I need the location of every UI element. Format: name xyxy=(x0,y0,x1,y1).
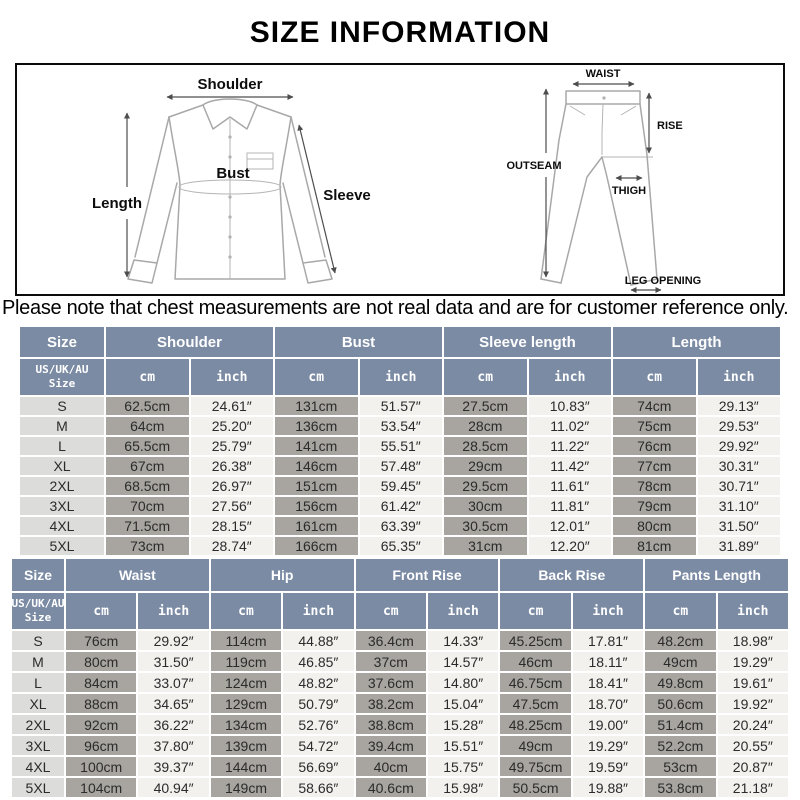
cm-value-cell: 49.75cm xyxy=(500,757,570,776)
inch-value-cell: 20.55″ xyxy=(718,736,788,755)
size-cell: 5XL xyxy=(12,778,64,797)
cm-value-cell: 166cm xyxy=(275,537,358,555)
cm-value-cell: 71.5cm xyxy=(106,517,189,535)
cm-unit-header: cm xyxy=(444,359,527,395)
inch-unit-header: inch xyxy=(698,359,781,395)
cm-value-cell: 29cm xyxy=(444,457,527,475)
shirt-shoulder-label: Shoulder xyxy=(197,76,263,93)
group-header: Pants Length xyxy=(645,559,788,591)
inch-value-cell: 20.87″ xyxy=(718,757,788,776)
cm-value-cell: 139cm xyxy=(211,736,281,755)
inch-value-cell: 19.00″ xyxy=(573,715,643,734)
group-header: Shoulder xyxy=(106,327,273,357)
pants-waist-label: WAIST xyxy=(585,68,621,80)
inch-value-cell: 14.57″ xyxy=(428,652,498,671)
inch-value-cell: 29.92″ xyxy=(138,631,208,650)
inch-value-cell: 40.94″ xyxy=(138,778,208,797)
pants-diagram xyxy=(391,65,783,294)
cm-value-cell: 30cm xyxy=(444,497,527,515)
inch-value-cell: 51.57″ xyxy=(360,397,443,415)
cm-value-cell: 30.5cm xyxy=(444,517,527,535)
size-column-header: Size xyxy=(20,327,104,357)
cm-value-cell: 76cm xyxy=(66,631,136,650)
inch-value-cell: 58.66″ xyxy=(283,778,353,797)
group-header: Sleeve length xyxy=(444,327,611,357)
cm-value-cell: 104cm xyxy=(66,778,136,797)
inch-value-cell: 15.28″ xyxy=(428,715,498,734)
inch-value-cell: 57.48″ xyxy=(360,457,443,475)
cm-value-cell: 75cm xyxy=(613,417,696,435)
inch-value-cell: 15.98″ xyxy=(428,778,498,797)
cm-value-cell: 37cm xyxy=(356,652,426,671)
size-cell: 2XL xyxy=(20,477,104,495)
inch-value-cell: 18.98″ xyxy=(718,631,788,650)
inch-value-cell: 29.92″ xyxy=(698,437,781,455)
size-cell: S xyxy=(12,631,64,650)
cm-value-cell: 74cm xyxy=(613,397,696,415)
cm-value-cell: 64cm xyxy=(106,417,189,435)
inch-value-cell: 18.11″ xyxy=(573,652,643,671)
cm-value-cell: 47.5cm xyxy=(500,694,570,713)
inch-value-cell: 65.35″ xyxy=(360,537,443,555)
inch-value-cell: 31.10″ xyxy=(698,497,781,515)
shirt-sleeve-label: Sleeve xyxy=(323,187,371,204)
inch-value-cell: 39.37″ xyxy=(138,757,208,776)
inch-value-cell: 33.07″ xyxy=(138,673,208,692)
group-header: Waist xyxy=(66,559,209,591)
size-cell: 5XL xyxy=(20,537,104,555)
inch-value-cell: 28.15″ xyxy=(191,517,274,535)
cm-unit-header: cm xyxy=(645,593,715,629)
inch-unit-header: inch xyxy=(360,359,443,395)
cm-value-cell: 81cm xyxy=(613,537,696,555)
cm-unit-header: cm xyxy=(613,359,696,395)
inch-value-cell: 25.79″ xyxy=(191,437,274,455)
cm-value-cell: 38.2cm xyxy=(356,694,426,713)
inch-value-cell: 63.39″ xyxy=(360,517,443,535)
cm-value-cell: 51.4cm xyxy=(645,715,715,734)
size-cell: L xyxy=(12,673,64,692)
inch-value-cell: 36.22″ xyxy=(138,715,208,734)
cm-value-cell: 53.8cm xyxy=(645,778,715,797)
cm-value-cell: 124cm xyxy=(211,673,281,692)
shirt-bust-label: Bust xyxy=(216,165,250,182)
bottoms-size-table xyxy=(12,559,788,797)
inch-value-cell: 46.85″ xyxy=(283,652,353,671)
cm-value-cell: 79cm xyxy=(613,497,696,515)
cm-value-cell: 49cm xyxy=(645,652,715,671)
pants-leg-opening-label: LEG OPENING xyxy=(624,275,702,287)
cm-value-cell: 136cm xyxy=(275,417,358,435)
inch-value-cell: 17.81″ xyxy=(573,631,643,650)
cm-value-cell: 53cm xyxy=(645,757,715,776)
inch-value-cell: 11.42″ xyxy=(529,457,612,475)
inch-value-cell: 59.45″ xyxy=(360,477,443,495)
inch-value-cell: 18.70″ xyxy=(573,694,643,713)
size-cell: 4XL xyxy=(12,757,64,776)
cm-value-cell: 49.8cm xyxy=(645,673,715,692)
group-header: Front Rise xyxy=(356,559,499,591)
size-cell: XL xyxy=(20,457,104,475)
measurement-diagram-box xyxy=(15,63,785,296)
size-cell: 4XL xyxy=(20,517,104,535)
inch-value-cell: 14.33″ xyxy=(428,631,498,650)
group-header: Hip xyxy=(211,559,354,591)
pants-thigh-label: THIGH xyxy=(611,185,647,197)
group-header: Bust xyxy=(275,327,442,357)
cm-value-cell: 146cm xyxy=(275,457,358,475)
size-column-header: Size xyxy=(12,559,64,591)
cm-value-cell: 37.6cm xyxy=(356,673,426,692)
inch-unit-header: inch xyxy=(138,593,208,629)
cm-value-cell: 46.75cm xyxy=(500,673,570,692)
size-subheader: US/UK/AU Size xyxy=(12,593,64,629)
cm-value-cell: 129cm xyxy=(211,694,281,713)
size-cell: 3XL xyxy=(12,736,64,755)
inch-unit-header: inch xyxy=(529,359,612,395)
inch-value-cell: 27.56″ xyxy=(191,497,274,515)
cm-value-cell: 119cm xyxy=(211,652,281,671)
inch-value-cell: 31.50″ xyxy=(698,517,781,535)
cm-value-cell: 40.6cm xyxy=(356,778,426,797)
cm-unit-header: cm xyxy=(356,593,426,629)
inch-value-cell: 61.42″ xyxy=(360,497,443,515)
inch-value-cell: 11.61″ xyxy=(529,477,612,495)
cm-value-cell: 92cm xyxy=(66,715,136,734)
cm-value-cell: 76cm xyxy=(613,437,696,455)
inch-unit-header: inch xyxy=(573,593,643,629)
tops-size-table xyxy=(20,327,780,555)
inch-value-cell: 53.54″ xyxy=(360,417,443,435)
pants-outseam-label: OUTSEAM xyxy=(506,160,562,172)
inch-unit-header: inch xyxy=(718,593,788,629)
cm-value-cell: 52.2cm xyxy=(645,736,715,755)
inch-value-cell: 50.79″ xyxy=(283,694,353,713)
page-title: SIZE INFORMATION xyxy=(249,16,551,49)
cm-value-cell: 67cm xyxy=(106,457,189,475)
inch-value-cell: 54.72″ xyxy=(283,736,353,755)
cm-unit-header: cm xyxy=(275,359,358,395)
cm-value-cell: 27.5cm xyxy=(444,397,527,415)
pants-rise-label: RISE xyxy=(657,120,683,132)
cm-value-cell: 156cm xyxy=(275,497,358,515)
cm-value-cell: 50.5cm xyxy=(500,778,570,797)
inch-value-cell: 19.29″ xyxy=(573,736,643,755)
size-cell: XL xyxy=(12,694,64,713)
inch-value-cell: 14.80″ xyxy=(428,673,498,692)
cm-value-cell: 36.4cm xyxy=(356,631,426,650)
cm-value-cell: 48.25cm xyxy=(500,715,570,734)
group-header: Length xyxy=(613,327,780,357)
inch-value-cell: 55.51″ xyxy=(360,437,443,455)
cm-value-cell: 134cm xyxy=(211,715,281,734)
size-cell: M xyxy=(20,417,104,435)
inch-value-cell: 19.92″ xyxy=(718,694,788,713)
cm-value-cell: 161cm xyxy=(275,517,358,535)
inch-value-cell: 34.65″ xyxy=(138,694,208,713)
inch-value-cell: 12.20″ xyxy=(529,537,612,555)
inch-value-cell: 28.74″ xyxy=(191,537,274,555)
cm-value-cell: 84cm xyxy=(66,673,136,692)
cm-value-cell: 80cm xyxy=(613,517,696,535)
size-cell: 3XL xyxy=(20,497,104,515)
cm-value-cell: 114cm xyxy=(211,631,281,650)
inch-value-cell: 11.22″ xyxy=(529,437,612,455)
inch-value-cell: 15.51″ xyxy=(428,736,498,755)
inch-value-cell: 19.59″ xyxy=(573,757,643,776)
inch-value-cell: 19.88″ xyxy=(573,778,643,797)
shirt-diagram xyxy=(17,65,391,294)
cm-value-cell: 29.5cm xyxy=(444,477,527,495)
inch-value-cell: 52.76″ xyxy=(283,715,353,734)
cm-value-cell: 77cm xyxy=(613,457,696,475)
inch-unit-header: inch xyxy=(428,593,498,629)
cm-value-cell: 39.4cm xyxy=(356,736,426,755)
size-cell: 2XL xyxy=(12,715,64,734)
inch-value-cell: 19.29″ xyxy=(718,652,788,671)
inch-value-cell: 15.75″ xyxy=(428,757,498,776)
cm-value-cell: 28cm xyxy=(444,417,527,435)
cm-value-cell: 70cm xyxy=(106,497,189,515)
cm-value-cell: 88cm xyxy=(66,694,136,713)
cm-unit-header: cm xyxy=(500,593,570,629)
cm-value-cell: 131cm xyxy=(275,397,358,415)
inch-value-cell: 19.61″ xyxy=(718,673,788,692)
inch-value-cell: 44.88″ xyxy=(283,631,353,650)
cm-value-cell: 141cm xyxy=(275,437,358,455)
inch-value-cell: 30.71″ xyxy=(698,477,781,495)
inch-value-cell: 11.81″ xyxy=(529,497,612,515)
inch-value-cell: 31.89″ xyxy=(698,537,781,555)
inch-value-cell: 25.20″ xyxy=(191,417,274,435)
inch-value-cell: 15.04″ xyxy=(428,694,498,713)
inch-value-cell: 21.18″ xyxy=(718,778,788,797)
cm-value-cell: 100cm xyxy=(66,757,136,776)
inch-unit-header: inch xyxy=(283,593,353,629)
shirt-length-label: Length xyxy=(92,195,142,212)
cm-value-cell: 78cm xyxy=(613,477,696,495)
cm-value-cell: 73cm xyxy=(106,537,189,555)
cm-value-cell: 49cm xyxy=(500,736,570,755)
inch-value-cell: 30.31″ xyxy=(698,457,781,475)
size-subheader: US/UK/AU Size xyxy=(20,359,104,395)
inch-value-cell: 31.50″ xyxy=(138,652,208,671)
cm-value-cell: 28.5cm xyxy=(444,437,527,455)
inch-value-cell: 56.69″ xyxy=(283,757,353,776)
cm-value-cell: 50.6cm xyxy=(645,694,715,713)
cm-value-cell: 96cm xyxy=(66,736,136,755)
inch-value-cell: 37.80″ xyxy=(138,736,208,755)
cm-value-cell: 68.5cm xyxy=(106,477,189,495)
inch-value-cell: 24.61″ xyxy=(191,397,274,415)
cm-value-cell: 45.25cm xyxy=(500,631,570,650)
cm-value-cell: 62.5cm xyxy=(106,397,189,415)
cm-value-cell: 151cm xyxy=(275,477,358,495)
size-cell: L xyxy=(20,437,104,455)
inch-value-cell: 48.82″ xyxy=(283,673,353,692)
cm-unit-header: cm xyxy=(106,359,189,395)
cm-value-cell: 31cm xyxy=(444,537,527,555)
inch-value-cell: 29.13″ xyxy=(698,397,781,415)
cm-unit-header: cm xyxy=(211,593,281,629)
cm-value-cell: 80cm xyxy=(66,652,136,671)
inch-value-cell: 26.38″ xyxy=(191,457,274,475)
size-cell: S xyxy=(20,397,104,415)
inch-value-cell: 12.01″ xyxy=(529,517,612,535)
reference-note: Please note that chest measurements are not real data and are for customer reference only. xyxy=(2,297,789,319)
inch-value-cell: 20.24″ xyxy=(718,715,788,734)
cm-value-cell: 149cm xyxy=(211,778,281,797)
cm-value-cell: 48.2cm xyxy=(645,631,715,650)
cm-value-cell: 144cm xyxy=(211,757,281,776)
inch-value-cell: 29.53″ xyxy=(698,417,781,435)
cm-value-cell: 46cm xyxy=(500,652,570,671)
cm-value-cell: 40cm xyxy=(356,757,426,776)
inch-value-cell: 11.02″ xyxy=(529,417,612,435)
group-header: Back Rise xyxy=(500,559,643,591)
size-cell: M xyxy=(12,652,64,671)
inch-value-cell: 26.97″ xyxy=(191,477,274,495)
cm-unit-header: cm xyxy=(66,593,136,629)
inch-value-cell: 10.83″ xyxy=(529,397,612,415)
cm-value-cell: 38.8cm xyxy=(356,715,426,734)
inch-unit-header: inch xyxy=(191,359,274,395)
cm-value-cell: 65.5cm xyxy=(106,437,189,455)
inch-value-cell: 18.41″ xyxy=(573,673,643,692)
